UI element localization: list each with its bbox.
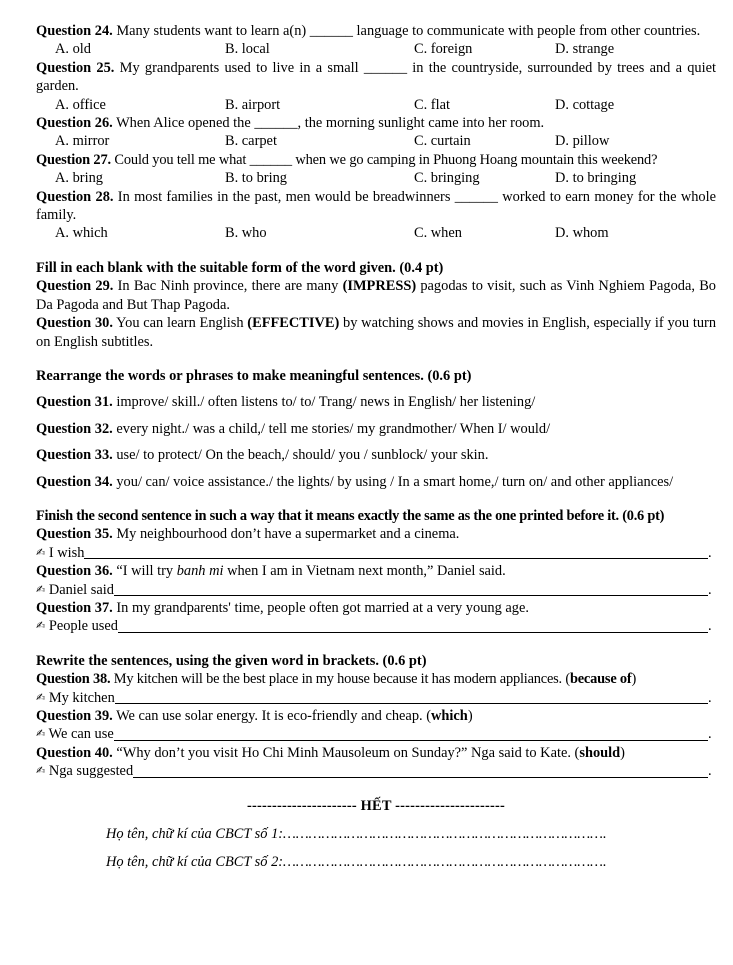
- answer-blank[interactable]: [115, 690, 708, 704]
- section-heading-transform: Finish the second sentence in such a way that it means exactly the same as the one printed before it. (0.6 pt): [36, 507, 665, 524]
- option-c: C. flat: [414, 96, 450, 113]
- question-32: Question 32. every night./ was a child,/ tell me stories/ my grandmother/ When I/ would/: [36, 420, 551, 437]
- question-25: Question 25. My grandparents used to live in a small ______ in the countryside, surrounded by trees and a quiet garden.: [36, 59, 717, 95]
- question-40: Question 40. “Why don’t you visit Ho Chi Minh Mausoleum on Sunday?” Nga said to Kate. (should): [36, 744, 625, 761]
- options-25: [36, 96, 716, 114]
- options-24: [36, 40, 716, 58]
- option-d: D. pillow: [555, 133, 610, 150]
- question-33: Question 33. use/ to protect/ On the beach,/ should/ you / sunblock/ your skin.: [36, 447, 489, 464]
- option-b: B. to bring: [225, 170, 287, 187]
- answer-blank[interactable]: [114, 582, 708, 596]
- option-a: A. bring: [55, 170, 103, 187]
- option-a: A. office: [55, 96, 106, 113]
- option-d: D. strange: [555, 41, 615, 58]
- pencil-icon: ✍: [36, 619, 46, 633]
- question-37: Question 37. In my grandparents' time, people often got married at a very young age.: [36, 599, 529, 616]
- option-b: B. who: [225, 225, 267, 242]
- options-26: [36, 132, 716, 150]
- end-marker: ---------------------- HẾT ----------------------: [247, 797, 505, 814]
- answer-line-39[interactable]: ✍ We can use .: [36, 726, 712, 743]
- answer-line-37[interactable]: ✍ People used .: [36, 618, 712, 635]
- question-30: Question 30. You can learn English (EFFECTIVE) by watching shows and movies in English, especially if you turn on English subtitles.: [36, 315, 717, 350]
- option-a: A. which: [55, 225, 108, 242]
- option-d: D. cottage: [555, 96, 615, 113]
- answer-blank[interactable]: [118, 619, 708, 633]
- answer-blank[interactable]: [114, 727, 708, 741]
- question-38: Question 38. My kitchen will be the best place in my house because it has modern appliances. (because of): [36, 671, 637, 688]
- section-heading-rewrite: Rewrite the sentences, using the given word in brackets. (0.6 pt): [36, 652, 427, 669]
- answer-blank[interactable]: [133, 764, 708, 778]
- question-26: Question 26. When Alice opened the ______, the morning sunlight came into her room.: [36, 115, 545, 132]
- option-c: C. when: [414, 225, 462, 242]
- pencil-icon: ✍: [36, 690, 46, 704]
- question-31: Question 31. improve/ skill./ often listens to/ to/ Trang/ news in English/ her listening/: [36, 394, 536, 411]
- pencil-icon: ✍: [36, 764, 46, 778]
- answer-line-36[interactable]: ✍ Daniel said .: [36, 581, 712, 598]
- answer-line-35[interactable]: ✍ I wish .: [36, 544, 712, 561]
- question-28: Question 28. In most families in the past, men would be breadwinners ______ worked to earn money for the whole family.: [36, 188, 716, 224]
- question-29: Question 29. In Bac Ninh province, there are many (IMPRESS) pagodas to visit, such as Vinh Nghiem Pagoda, Bo Da Pagoda and But Thap Pagoda.: [36, 278, 716, 313]
- question-35: Question 35. My neighbourhood don’t have a supermarket and a cinema.: [36, 526, 460, 543]
- proctor-signature-2: Họ tên, chữ kí của CBCT số 2:………………………………………………………………….: [106, 854, 607, 871]
- question-39: Question 39. We can use solar energy. It is eco-friendly and cheap. (which): [36, 708, 473, 724]
- pencil-icon: ✍: [36, 582, 46, 596]
- answer-line-38[interactable]: ✍ My kitchen .: [36, 689, 712, 706]
- options-27: [36, 169, 716, 187]
- option-d: D. to bringing: [555, 170, 637, 187]
- options-28: [36, 224, 716, 242]
- answer-blank[interactable]: [84, 545, 708, 559]
- section-heading-word-form: Fill in each blank with the suitable form of the word given. (0.4 pt): [36, 259, 444, 276]
- option-b: B. local: [225, 41, 270, 58]
- question-36: Question 36. “I will try banh mi when I am in Vietnam next month,” Daniel said.: [36, 563, 506, 580]
- proctor-signature-1: Họ tên, chữ kí của CBCT số 1:………………………………………………………………….: [106, 826, 607, 843]
- option-a: A. old: [55, 41, 91, 58]
- question-27: Question 27. Could you tell me what ______ when we go camping in Phuong Hoang mountain this weekend?: [36, 151, 658, 168]
- answer-line-40[interactable]: ✍ Nga suggested .: [36, 763, 712, 780]
- option-b: B. airport: [225, 96, 281, 113]
- option-d: D. whom: [555, 225, 609, 242]
- exam-page: [36, 22, 716, 872]
- option-c: C. curtain: [414, 133, 471, 150]
- question-24: Question 24. Many students want to learn a(n) ______ language to communicate with people from other countries.: [36, 23, 701, 39]
- pencil-icon: ✍: [36, 545, 46, 559]
- option-c: C. foreign: [414, 41, 473, 58]
- section-heading-rearrange: Rearrange the words or phrases to make meaningful sentences. (0.6 pt): [36, 367, 472, 384]
- question-34: Question 34. you/ can/ voice assistance./ the lights/ by using / In a smart home,/ turn on/ and other appliances/: [36, 473, 674, 490]
- pencil-icon: ✍: [36, 727, 46, 741]
- option-c: C. bringing: [414, 170, 480, 187]
- option-b: B. carpet: [225, 133, 277, 150]
- option-a: A. mirror: [55, 133, 110, 150]
